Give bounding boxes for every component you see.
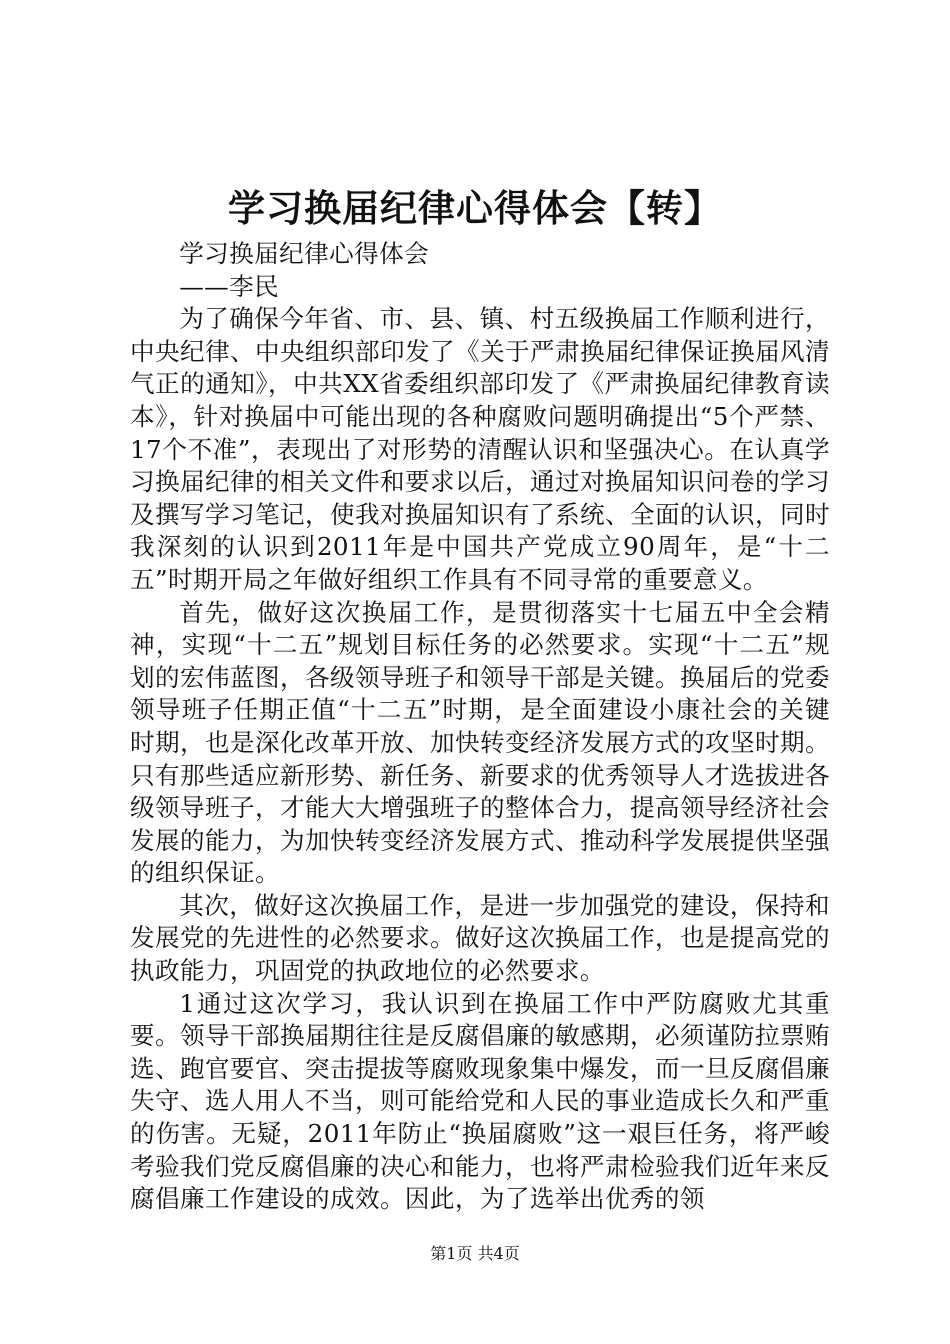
paragraph: 首先，做好这次换届工作，是贯彻落实十七届五中全会精神，实现“十二五”规划目标任务的必然要求。实现“十二五”规划的宏伟蓝图，各级领导班子和领导干部是关键。换届后的党委领导班子任期正值“十二五”时期，是全面建设小康社会的关键时期，也是深化改革开放、加快转变经济发展方式的攻坚时期。只有那些适应新形势、新任务、新要求的优秀领导人才选拔进各级领导班子，才能大大增强班子的整体合力，提高领导经济社会发展的能力，为加快转变经济发展方式、推动科学发展提供坚强的组织保证。 xyxy=(130,597,830,888)
document-body xyxy=(130,238,830,1216)
paragraph: 1通过这次学习，我认识到在换届工作中严防腐败尤其重要。领导干部换届期往往是反腐倡廉的敏感期，必须谨防拉票贿选、跑官要官、突击提拔等腐败现象集中爆发，而一旦反腐倡廉失守、选人用人不当，则可能给党和人民的事业造成长久和严重的伤害。无疑，2011年防止“换届腐败”这一艰巨任务，将严峻考验我们党反腐倡廉的决心和能力，也将严肃检验我们近年来反腐倡廉工作建设的成效。因此，为了选举出优秀的领 xyxy=(130,988,830,1214)
document-title: 学习换届纪律心得体会【转】 xyxy=(228,187,722,230)
paragraph: 其次，做好这次换届工作，是进一步加强党的建设，保持和发展党的先进性的必然要求。做好这次换届工作，也是提高党的执政能力，巩固党的执政地位的必然要求。 xyxy=(130,890,830,986)
paragraph: 为了确保今年省、市、县、镇、村五级换届工作顺利进行，中央纪律、中央组织部印发了《关于严肃换届纪律保证换届风清气正的通知》，中共XX省委组织部印发了《严肃换届纪律教育读本》，针对换届中可能出现的各种腐败问题明确提出“5个严禁、17个不准”，表现出了对形势的清醒认识和坚强决心。在认真学习换届纪律的相关文件和要求以后，通过对换届知识问卷的学习及撰写学习笔记，使我对换届知识有了系统、全面的认识，同时我深刻的认识到2011年是中国共产党成立90周年，是“十二五”时期开局之年做好组织工作具有不同寻常的重要意义。 xyxy=(130,304,830,594)
document-subtitle: 学习换届纪律心得体会 xyxy=(179,239,430,268)
page-footer: 第1页 共4页 xyxy=(430,1244,520,1263)
document-author: ——李民 xyxy=(179,271,280,301)
